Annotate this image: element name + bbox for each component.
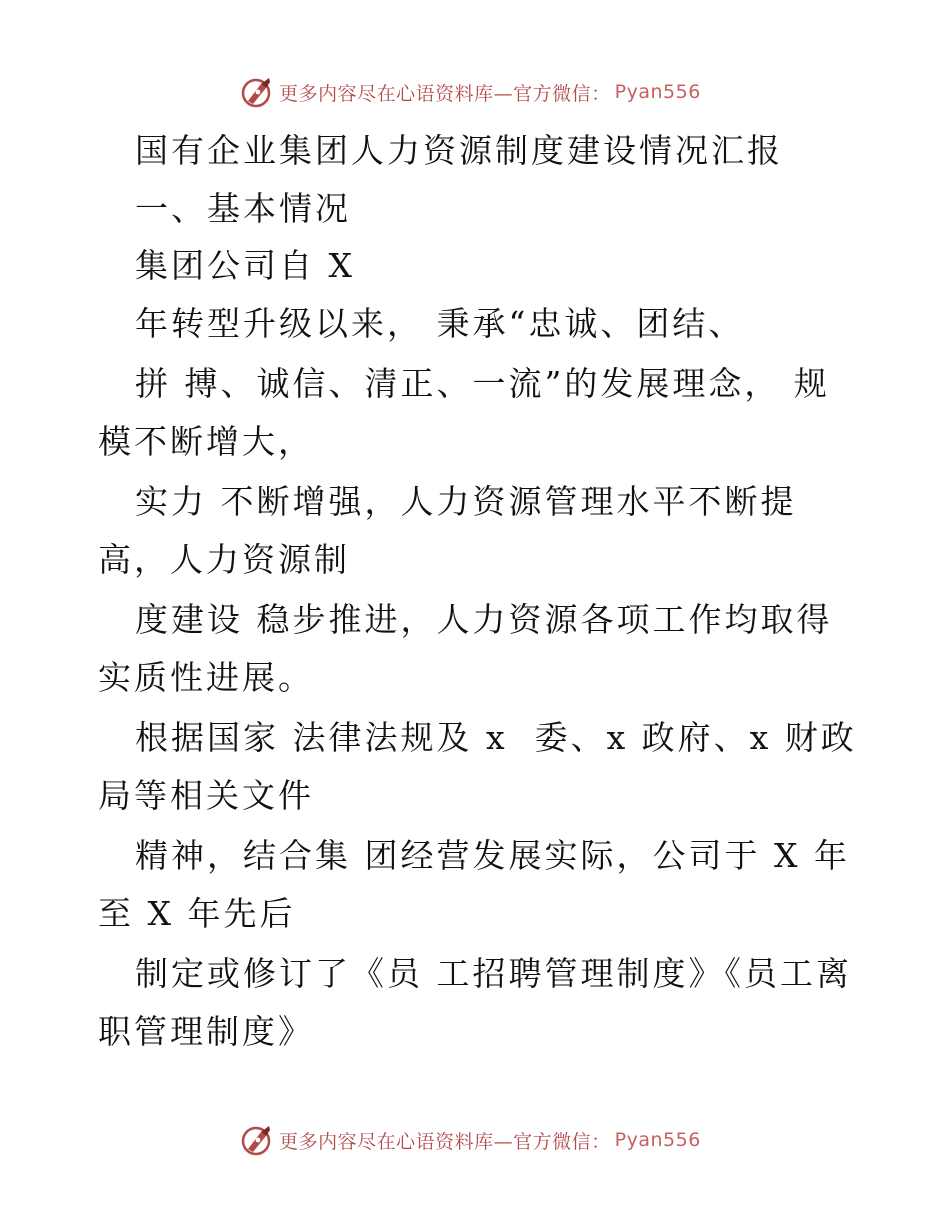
pen-nib-logo-icon xyxy=(239,74,275,110)
section-heading: 一、基本情况 xyxy=(135,188,351,228)
watermark-wechat-id: Pyan556 xyxy=(614,81,701,103)
header-watermark xyxy=(0,72,950,112)
paragraph: 精神，结合集 团经营发展实际，公司于 X 年至 X 年先后 xyxy=(98,836,850,933)
paragraph: 度建设 稳步推进，人力资源各项工作均取得实质性进展。 xyxy=(98,600,833,697)
pen-nib-logo-icon xyxy=(239,1122,275,1158)
paragraph: 集团公司自 X xyxy=(135,246,355,285)
paragraph: 根据国家 法律法规及 x 委、x 政府、x 财政局等相关文件 xyxy=(98,718,857,815)
watermark-text: 更多内容尽在心语资料库—官方微信： xyxy=(279,1130,611,1153)
document-title: 国有企业集团人力资源制度建设情况汇报 xyxy=(135,131,783,170)
paragraph: 实力 不断增强，人力资源管理水平不断提高，人力资源制 xyxy=(98,482,797,579)
watermark-text: 更多内容尽在心语资料库—官方微信： xyxy=(279,82,611,105)
document-body xyxy=(98,122,858,1060)
footer-watermark xyxy=(0,1120,950,1160)
watermark-wechat-id: Pyan556 xyxy=(614,1129,701,1151)
paragraph: 年转型升级以来， 秉承“忠诚、团结、 xyxy=(135,303,745,343)
paragraph: 拼 搏、诚信、清正、一流”的发展理念， 规模不断增大， xyxy=(98,364,830,461)
paragraph: 制定或修订了《员 工招聘管理制度》《员工离职管理制度》 xyxy=(98,954,852,1051)
